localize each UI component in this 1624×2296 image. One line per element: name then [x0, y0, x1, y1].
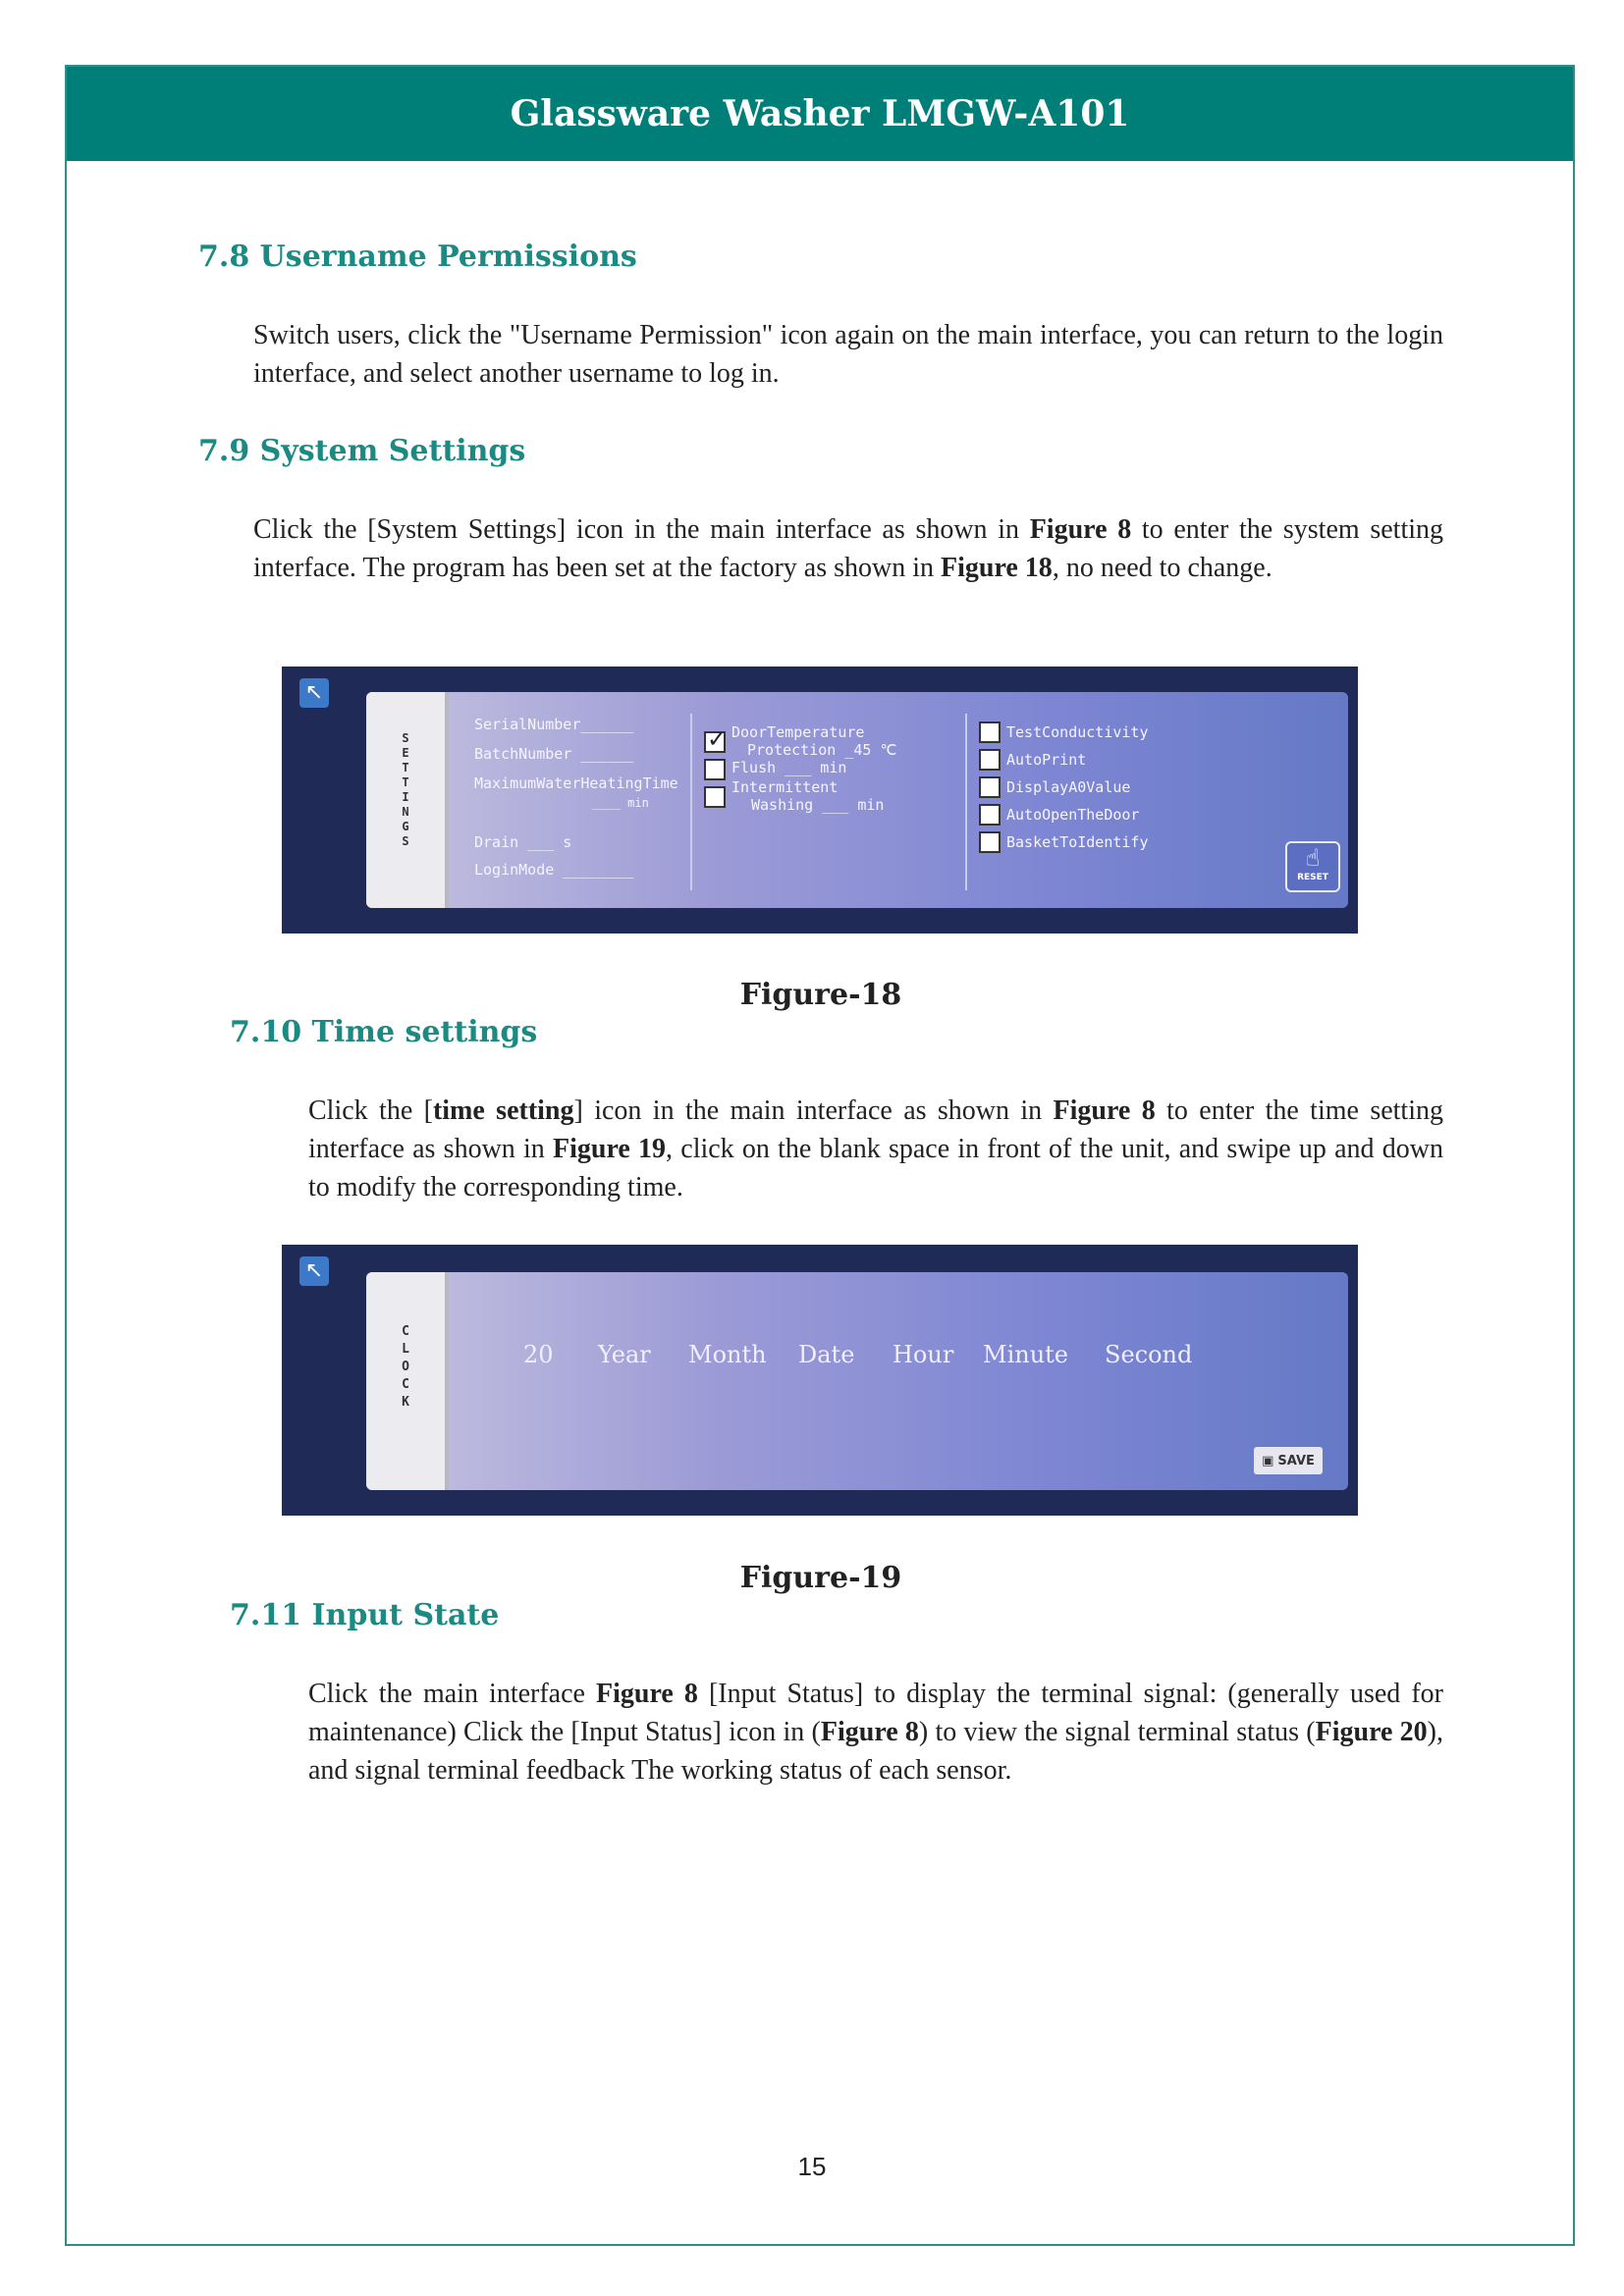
- test-conductivity-label: TestConductivity: [1006, 723, 1149, 741]
- side-tab-letter: O: [402, 1360, 409, 1374]
- clock-panel: [366, 1272, 1348, 1490]
- time-settings-screen: [282, 1245, 1358, 1516]
- max-heating-time-label: MaximumWaterHeatingTime: [474, 774, 678, 792]
- reset-button[interactable]: ☝ RESET: [1285, 841, 1340, 892]
- test-conductivity-checkbox[interactable]: [979, 721, 1001, 743]
- side-tab-letter: T: [402, 775, 409, 789]
- side-tab-letter: G: [402, 820, 409, 833]
- basket-identify-checkbox[interactable]: [979, 831, 1001, 853]
- side-tab-letter: S: [402, 834, 409, 848]
- month-field[interactable]: Month: [688, 1341, 767, 1368]
- minute-field[interactable]: Minute: [983, 1341, 1069, 1368]
- settings-tab-label: [366, 731, 445, 849]
- hand-pointer-icon: ☝: [1305, 844, 1321, 872]
- serial-number-field[interactable]: SerialNumber______: [474, 716, 634, 733]
- section-7-11-text: Click the main interface Figure 8 [Input Status] to display the terminal signal: (generally used for maintenance) Click the [Input Status] icon in (Figure 8) to view the signal terminal status (Figure 20), and signal terminal feedback The working status of each sensor.: [308, 1679, 1443, 1786]
- login-mode-field[interactable]: LoginMode ________: [474, 861, 634, 879]
- side-tab-letter: K: [402, 1395, 409, 1410]
- flush-field[interactable]: Flush ___ min: [731, 759, 847, 776]
- auto-open-door-checkbox[interactable]: [979, 804, 1001, 826]
- door-temp-checkbox[interactable]: [704, 725, 728, 753]
- section-heading-7-8: 7.8 Username Permissions: [198, 240, 637, 274]
- section-7-9-text: Click the [System Settings] icon in the main interface as shown in Figure 8 to enter the system setting interface. The program has been set at the factory as shown in Figure 18, no need to change.: [253, 514, 1443, 583]
- auto-print-checkbox[interactable]: [979, 749, 1001, 771]
- side-tab-letter: E: [402, 746, 409, 760]
- settings-side-tab[interactable]: [366, 692, 449, 908]
- batch-number-field[interactable]: BatchNumber ______: [474, 745, 634, 763]
- section-heading-7-10: 7.10 Time settings: [230, 1015, 538, 1049]
- intermittent-label: Intermittent: [731, 778, 839, 796]
- page-number: 15: [797, 2152, 827, 2181]
- clock-side-tab[interactable]: [366, 1272, 449, 1490]
- intermittent-checkbox[interactable]: [704, 786, 726, 808]
- display-a0-checkbox[interactable]: [979, 776, 1001, 798]
- date-field[interactable]: Date: [798, 1341, 855, 1368]
- display-a0-label: DisplayA0Value: [1006, 778, 1131, 796]
- side-tab-letter: C: [402, 1324, 409, 1339]
- document-header: [67, 67, 1573, 161]
- side-tab-letter: L: [402, 1342, 409, 1357]
- section-heading-7-11: 7.11 Input State: [230, 1598, 500, 1632]
- year-prefix: 20: [523, 1341, 554, 1368]
- second-field[interactable]: Second: [1105, 1341, 1193, 1368]
- side-tab-letter: I: [402, 790, 409, 804]
- back-arrow-icon[interactable]: ↖: [299, 1256, 329, 1286]
- door-temperature-label: DoorTemperature: [731, 723, 865, 741]
- max-heating-time-field[interactable]: ____ min: [592, 796, 649, 810]
- floppy-disk-icon: ▣: [1262, 1453, 1274, 1468]
- settings-panel: [366, 692, 1348, 908]
- section-7-10-text: Click the [time setting] icon in the main interface as shown in Figure 8 to enter the time setting interface as shown in Figure 19, click on the blank space in front of the unit, and swipe up and down to modify the corresponding time.: [308, 1095, 1443, 1202]
- system-settings-screen: [282, 667, 1358, 934]
- save-button[interactable]: ▣ SAVE: [1254, 1447, 1323, 1474]
- washing-field[interactable]: Washing ___ min: [751, 796, 885, 814]
- clock-tab-label: [366, 1323, 445, 1412]
- figure-19-caption: Figure-19: [739, 1561, 902, 1595]
- section-7-8-text: Switch users, click the "Username Permission" icon again on the main interface, you can return to the login interface, and select another username to log in.: [253, 320, 1443, 389]
- drain-field[interactable]: Drain ___ s: [474, 833, 572, 851]
- auto-open-door-label: AutoOpenTheDoor: [1006, 806, 1140, 824]
- side-tab-letter: S: [402, 731, 409, 745]
- back-arrow-icon[interactable]: ↖: [299, 678, 329, 708]
- side-tab-letter: N: [402, 805, 409, 819]
- column-divider: [690, 714, 692, 890]
- document-title: Glassware Washer LMGW-A101: [510, 93, 1130, 134]
- flush-checkbox[interactable]: [704, 759, 726, 780]
- auto-print-label: AutoPrint: [1006, 751, 1087, 769]
- side-tab-letter: C: [402, 1377, 409, 1392]
- protection-field[interactable]: Protection _45 ℃: [747, 741, 897, 759]
- year-field[interactable]: Year: [598, 1341, 651, 1368]
- figure-18-caption: Figure-18: [739, 978, 902, 1012]
- hour-field[interactable]: Hour: [893, 1341, 954, 1368]
- side-tab-letter: T: [402, 761, 409, 774]
- checkmark-icon: ✓: [707, 725, 728, 753]
- section-heading-7-9: 7.9 System Settings: [198, 434, 526, 468]
- basket-identify-label: BasketToIdentify: [1006, 833, 1149, 851]
- column-divider: [965, 714, 967, 890]
